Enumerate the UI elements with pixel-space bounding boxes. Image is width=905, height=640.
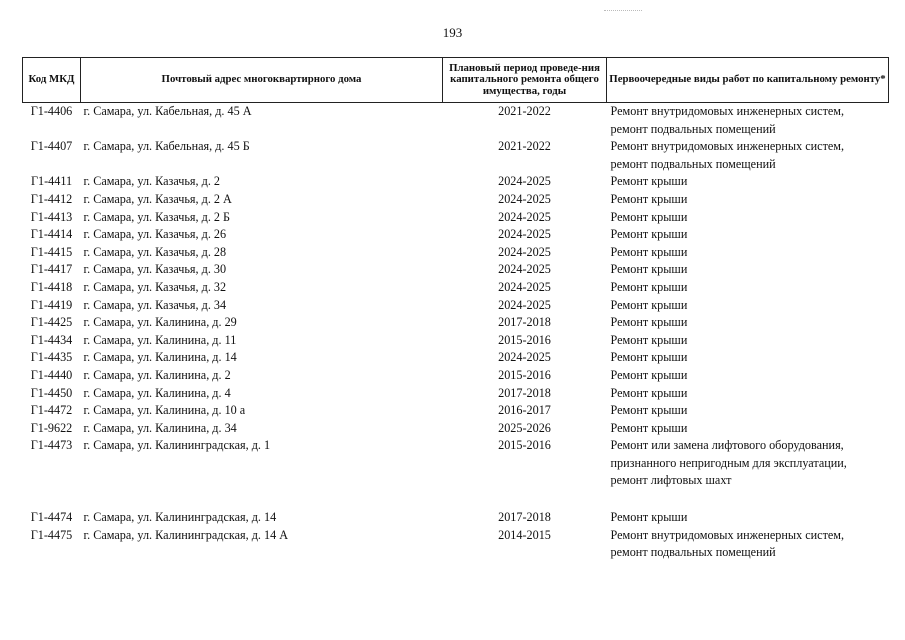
code-cell: Г1-4474: [30, 510, 73, 525]
period-cell: 2024-2025: [498, 191, 551, 206]
capital-repair-table: [22, 57, 889, 562]
table-row: [23, 349, 889, 367]
works-line: Ремонт крыши: [610, 332, 688, 347]
works-line: Ремонт крыши: [610, 191, 688, 206]
table-row: [23, 297, 889, 315]
period-cell: 2024-2025: [498, 262, 551, 277]
table-row: [23, 191, 889, 209]
page-number: 193: [442, 25, 463, 40]
code-cell: Г1-4435: [30, 350, 73, 365]
address-cell: г. Самара, ул. Калининградская, д. 1: [83, 438, 271, 453]
code-cell: Г1-4406: [30, 104, 73, 118]
works-line: Ремонт крыши: [610, 209, 688, 224]
code-cell: Г1-9622: [30, 420, 73, 435]
works-line: ремонт лифтовых шахт: [610, 473, 732, 488]
works-line: Ремонт или замена лифтового оборудования,: [610, 438, 844, 453]
works-cell: [607, 191, 889, 209]
works-line: Ремонт крыши: [610, 262, 688, 277]
code-cell: Г1-4440: [30, 367, 73, 382]
code-cell: Г1-4450: [30, 385, 73, 400]
works-cell: [607, 385, 889, 403]
table-row: [23, 332, 889, 350]
table-row: [23, 244, 889, 262]
period-cell: 2025-2026: [498, 420, 551, 435]
works-cell: [607, 297, 889, 315]
period-cell: 2024-2025: [498, 279, 551, 294]
works-cell: [607, 437, 889, 509]
address-cell: г. Самара, ул. Калинина, д. 34: [83, 420, 237, 435]
works-cell: [607, 420, 889, 438]
works-line: Ремонт крыши: [610, 420, 688, 435]
address-cell: г. Самара, ул. Калинина, д. 29: [83, 315, 237, 330]
code-cell: Г1-4475: [30, 527, 73, 542]
table-row: [23, 437, 889, 509]
address-cell: г. Самара, ул. Калинина, д. 11: [83, 332, 237, 347]
header-address: Почтовый адрес многоквартирного дома: [81, 58, 443, 103]
works-line: Ремонт крыши: [610, 403, 688, 418]
code-cell: Г1-4407: [30, 139, 73, 154]
code-cell: Г1-4413: [30, 209, 73, 224]
works-line: Ремонт крыши: [610, 350, 688, 365]
works-cell: [607, 173, 889, 191]
works-cell: [607, 138, 889, 173]
works-cell: [607, 209, 889, 227]
address-cell: г. Самара, ул. Калининградская, д. 14 А: [83, 527, 289, 542]
table-row: [23, 509, 889, 527]
period-cell: 2024-2025: [498, 297, 551, 312]
table-row: [23, 367, 889, 385]
works-cell: [607, 349, 889, 367]
period-cell: 2024-2025: [498, 227, 551, 242]
period-cell: 2017-2018: [498, 510, 551, 525]
code-cell: Г1-4414: [30, 227, 73, 242]
table-row: [23, 103, 889, 139]
period-cell: 2015-2016: [498, 367, 551, 382]
table-row: [23, 402, 889, 420]
works-cell: [607, 103, 889, 139]
works-cell: [607, 314, 889, 332]
works-line: Ремонт крыши: [610, 244, 688, 259]
table-row: [23, 209, 889, 227]
works-cell: [607, 332, 889, 350]
table-row: [23, 314, 889, 332]
table-body: [23, 103, 889, 563]
works-line: признанного непригодным для эксплуатации,: [610, 455, 847, 470]
address-cell: г. Самара, ул. Казачья, д. 30: [83, 262, 227, 277]
address-cell: г. Самара, ул. Калинина, д. 4: [83, 385, 231, 400]
table-row: [23, 385, 889, 403]
works-line: Ремонт внутридомовых инженерных систем,: [610, 104, 845, 118]
table-row: [23, 173, 889, 191]
works-line: ремонт подвальных помещений: [610, 156, 776, 171]
code-cell: Г1-4425: [30, 315, 73, 330]
works-line: Ремонт крыши: [610, 279, 688, 294]
period-cell: 2024-2025: [498, 174, 551, 189]
works-cell: [607, 244, 889, 262]
code-cell: Г1-4472: [30, 403, 73, 418]
table-row: [23, 138, 889, 173]
period-cell: 2015-2016: [498, 332, 551, 347]
works-line: ремонт подвальных помещений: [610, 121, 776, 136]
works-cell: [607, 226, 889, 244]
works-line: Ремонт крыши: [610, 510, 688, 525]
works-line: Ремонт крыши: [610, 315, 688, 330]
works-line: Ремонт крыши: [610, 174, 688, 189]
code-cell: Г1-4417: [30, 262, 73, 277]
header-works: Первоочередные виды работ по капитальному ремонту*: [607, 58, 889, 103]
works-cell: [607, 402, 889, 420]
works-line: Ремонт внутридомовых инженерных систем,: [610, 527, 845, 542]
period-cell: 2021-2022: [498, 139, 551, 154]
code-cell: Г1-4419: [30, 297, 73, 312]
works-line: Ремонт внутридомовых инженерных систем,: [610, 139, 845, 154]
address-cell: г. Самара, ул. Калинина, д. 2: [83, 367, 231, 382]
works-cell: [607, 367, 889, 385]
period-cell: 2024-2025: [498, 209, 551, 224]
period-cell: 2021-2022: [498, 104, 551, 118]
address-cell: г. Самара, ул. Калинина, д. 14: [83, 350, 237, 365]
table-row: [23, 527, 889, 562]
works-line: Ремонт крыши: [610, 385, 688, 400]
code-cell: Г1-4411: [30, 174, 73, 189]
period-cell: 2014-2015: [498, 527, 551, 542]
address-cell: г. Самара, ул. Казачья, д. 28: [83, 244, 227, 259]
code-cell: Г1-4434: [30, 332, 73, 347]
header-period: Плановый период проведе-ния капитального ремонта общего имущества, годы: [443, 58, 607, 103]
address-cell: г. Самара, ул. Казачья, д. 26: [83, 227, 227, 242]
period-cell: 2015-2016: [498, 438, 551, 453]
code-cell: Г1-4473: [30, 438, 73, 453]
works-line: Ремонт крыши: [610, 297, 688, 312]
address-cell: г. Самара, ул. Казачья, д. 2: [83, 174, 221, 189]
code-cell: Г1-4412: [30, 191, 73, 206]
period-cell: 2024-2025: [498, 350, 551, 365]
works-line: Ремонт крыши: [610, 227, 688, 242]
address-cell: г. Самара, ул. Казачья, д. 32: [83, 279, 227, 294]
table-header-row: [23, 58, 889, 103]
table-row: [23, 261, 889, 279]
address-cell: г. Самара, ул. Кабельная, д. 45 А: [83, 104, 252, 118]
code-cell: Г1-4415: [30, 244, 73, 259]
address-cell: г. Самара, ул. Казачья, д. 34: [83, 297, 227, 312]
works-cell: [607, 279, 889, 297]
code-cell: Г1-4418: [30, 279, 73, 294]
header-code: Код МКД: [23, 58, 81, 103]
address-cell: г. Самара, ул. Кабельная, д. 45 Б: [83, 139, 250, 154]
period-cell: 2017-2018: [498, 315, 551, 330]
table-row: [23, 226, 889, 244]
address-cell: г. Самара, ул. Калининградская, д. 14: [83, 510, 277, 525]
address-cell: г. Самара, ул. Калинина, д. 10 а: [83, 403, 246, 418]
period-cell: 2016-2017: [498, 403, 551, 418]
address-cell: г. Самара, ул. Казачья, д. 2 А: [83, 191, 232, 206]
table-row: [23, 420, 889, 438]
address-cell: г. Самара, ул. Казачья, д. 2 Б: [83, 209, 231, 224]
table-row: [23, 279, 889, 297]
period-cell: 2024-2025: [498, 244, 551, 259]
works-line: ремонт подвальных помещений: [610, 545, 776, 560]
works-cell: [607, 527, 889, 562]
works-line: Ремонт крыши: [610, 367, 688, 382]
works-cell: [607, 509, 889, 527]
period-cell: 2017-2018: [498, 385, 551, 400]
scan-speck: [604, 10, 642, 12]
works-cell: [607, 261, 889, 279]
